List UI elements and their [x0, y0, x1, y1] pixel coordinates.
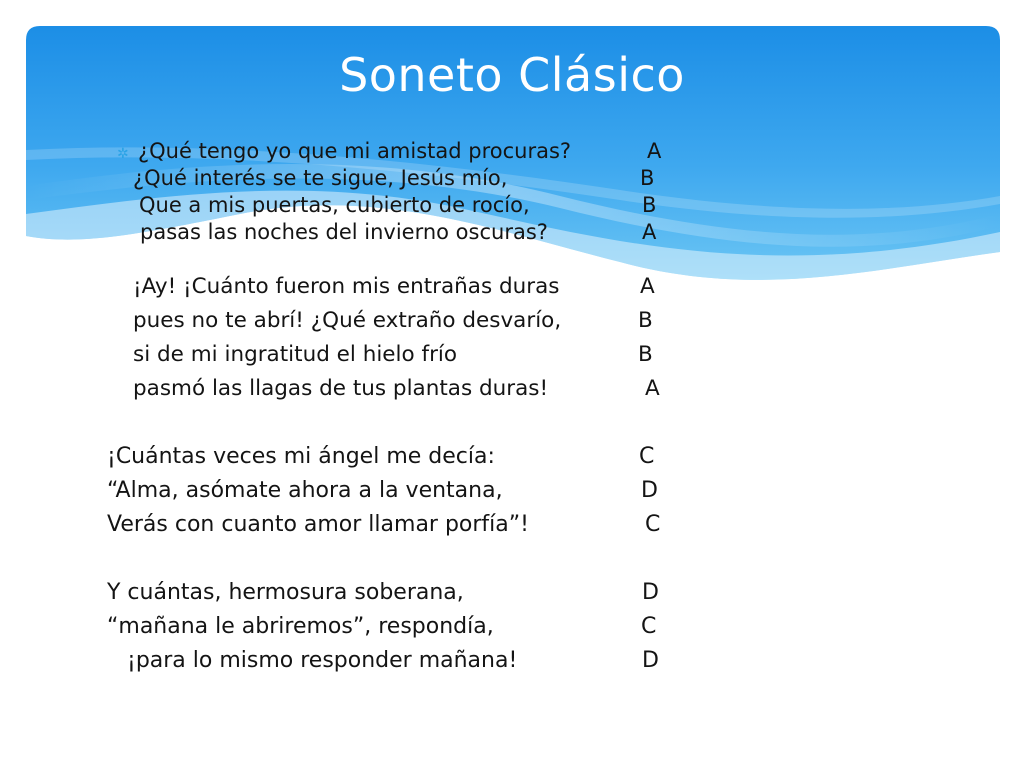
rhyme-letter: C	[641, 614, 657, 639]
rhyme-letter: D	[642, 580, 659, 605]
rhyme-letter: B	[640, 166, 655, 190]
verse-line: ¿Qué tengo yo que mi amistad procuras?	[138, 139, 572, 163]
verse-line: pues no te abrí! ¿Qué extraño desvarío,	[133, 308, 562, 333]
rhyme-letter: C	[639, 444, 655, 469]
rhyme-letter: A	[645, 376, 660, 401]
rhyme-letter: D	[641, 478, 658, 503]
rhyme-letter: A	[640, 274, 655, 299]
rhyme-letter: C	[645, 512, 661, 537]
verse-line: ¿Qué interés se te sigue, Jesús mío,	[133, 166, 508, 190]
verse-line: Que a mis puertas, cubierto de rocío,	[139, 193, 530, 217]
rhyme-letter: B	[638, 308, 653, 333]
verse-line: Y cuántas, hermosura soberana,	[107, 580, 464, 605]
verse-line: ¡Cuántas veces mi ángel me decía:	[107, 444, 495, 469]
rhyme-letter: A	[647, 139, 662, 163]
rhyme-letter: A	[642, 220, 657, 244]
verse-line: Verás con cuanto amor llamar porfía”!	[107, 512, 529, 537]
slide-title: Soneto Clásico	[339, 48, 685, 102]
rhyme-letter: D	[642, 648, 659, 673]
verse-line: ¡para lo mismo responder mañana!	[127, 648, 518, 673]
verse-line: si de mi ingratitud el hielo frío	[133, 342, 458, 367]
verse-line: pasas las noches del invierno oscuras?	[140, 220, 548, 244]
bullet-icon: ✲	[117, 146, 129, 162]
verse-line: “Alma, asómate ahora a la ventana,	[107, 478, 503, 503]
verse-line: “mañana le abriremos”, respondía,	[107, 614, 494, 639]
rhyme-letter: B	[642, 193, 657, 217]
rhyme-letter: B	[638, 342, 653, 367]
verse-line: pasmó las llagas de tus plantas duras!	[133, 376, 549, 401]
verse-line: ¡Ay! ¡Cuánto fueron mis entrañas duras	[133, 274, 560, 299]
